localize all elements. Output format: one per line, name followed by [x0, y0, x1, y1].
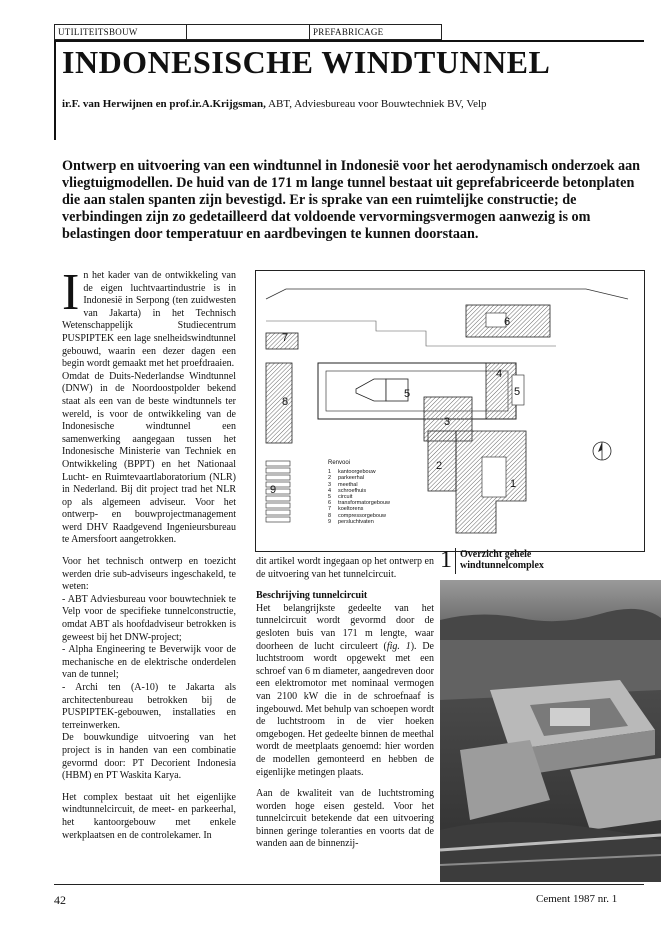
legend-item: 3 meethal	[328, 481, 358, 488]
body-column-2	[256, 556, 434, 851]
legend-item: 1 kantoorgebouw	[328, 469, 376, 476]
map-label: 8	[282, 396, 289, 408]
legend-item: 8 compressorgebouw	[328, 512, 386, 519]
map-label: 4	[496, 368, 503, 380]
article-lead: Ontwerp en uitvoering van een windtunnel in Indonesië voor het aerodynamisch onderzoek aan vliegtuigmodellen. De huid van de 171 m lange tunnel bestaat uit geprefabriceerde betonplaten die aan stalen spanten zijn bevestigd. Er is sprake van een ruimtelijke constructie; de verbindingen zijn zo gedetailleerd dat voldoende vervormingsvermogen aanwezig is om belastingen door temperatuur en aardbevingen te kunnen doorstaan.	[62, 158, 641, 242]
map-label: 1	[510, 478, 517, 490]
legend-title: Renvooi	[328, 460, 351, 466]
legend-item: 4 schroefhuis	[328, 487, 367, 494]
map-label: 7	[282, 332, 289, 344]
aerial-photo	[440, 580, 661, 882]
paragraph: Het belangrijkste gedeelte van het tunnelcircuit wordt gevormd door de gesloten buis van 171 m lengte, waar doorheen de lucht circuleert (fig. 1). De luchtstroom wordt opgewekt met een schroef van 6 m diameter, aangedreven door een elektromotor met nominaal vermogen van 2100 kW die in de schroefnaaf is ingebouwd. Met behulp van schoepen wordt de luchtstroom in de vier hoeken omgebogen. Het gedeelte binnen de meethal wordt de meetplaats genoemd: hier worden de modellen gemonteerd en hebben de eigenlijke metingen plaats.	[256, 602, 434, 778]
section-label-left: UTILITEITSBOUW	[55, 25, 187, 39]
paragraph: Het complex bestaat uit het eigenlijke windtunnelcircuit, de meet- en parkeerhal, het kantoorgebouw met enkele werkplaatsen en de controlekamer. In	[62, 791, 236, 841]
fan-housing	[356, 379, 386, 401]
list-item: - Alpha Engineering te Beverwijk voor de mechanische en de elektrische onderdelen van de tunnel;	[62, 644, 236, 681]
legend-item: 5 circuit	[328, 494, 353, 501]
legend-item: 7 koeltorens	[328, 506, 364, 513]
section-heading: Beschrijving tunnelcircuit	[256, 590, 368, 602]
site-boundary	[266, 289, 628, 299]
paragraph: dit artikel wordt ingegaan op het ontwerp en de uitvoering van het tunnelcircuit.	[256, 556, 434, 580]
map-label: 3	[444, 416, 451, 428]
figure-legend	[328, 460, 390, 525]
paragraph: Omdat de Duits-Nederlandse Windtunnel (DNW) in de Noordoostpolder bekend staat als een van de beste windtunnels ter wereld, is voor de ontwikkeling van de Indonesische windtunnel een samenwerking aangegaan tussen het Indonesische Ministerie van Techniek en Ontwikkeling (BPPT) en het Nationaal Lucht- en Ruimtevaartlaboratorium (NLR) in Nederland. Bij dit project trad het NLR op als algemeen adviseur. Voor het ontwerp- en bouwprojectmanagement werd DHV Raadgevend Ingenieursbureau te Amersfoort aangetrokken.	[62, 370, 236, 546]
article-title: INDONESISCHE WINDTUNNEL	[62, 44, 551, 80]
paragraph: Aan de kwaliteit van de luchtstroming worden hoge eisen gesteld. Voor het tunnelcircuit betekende dat een uitvoering binnen geringe toleranties en voorts dat de wanden aan de binnenzij-	[256, 788, 434, 850]
legend-item: 6 transformatorgebouw	[328, 500, 390, 507]
paragraph: Voor het technisch ontwerp en toezicht werden drie sub-adviseurs ingeschakeld, te weten:	[62, 556, 236, 593]
map-label: 5	[404, 388, 411, 400]
article-authors	[62, 98, 487, 110]
map-label: 9	[270, 484, 277, 496]
title-side-rule	[54, 40, 56, 140]
list-item: - ABT Adviesbureau voor bouwtechniek te Velp voor de specifieke tunnelconstructie, omdat ABT als hoofdadviseur betrokken is geweest bij het DNW-project;	[62, 593, 236, 643]
map-label: 5	[514, 386, 521, 398]
footer-rule	[54, 884, 644, 885]
paragraph: In het kader van de ontwikkeling van de eigen luchtvaartindustrie is in Indonesië in Serpong (ten zuidwesten van Jakarta) in het Technisch Wetenschappelijk Studiecentrum PUSPIPTEK een lage snelheidswindtunnel gebouwd, waarin een dezer dagen een begin wordt gemaakt met het proefdraaien.	[62, 264, 236, 370]
title-rule	[54, 40, 644, 42]
map-label: 6	[504, 316, 511, 328]
authors-names: ir.F. van Herwijnen en prof.ir.A.Krijgsman,	[62, 98, 266, 110]
site-plan-drawing	[256, 271, 644, 551]
section-label-right: PREFABRICAGE	[313, 27, 384, 37]
journal-reference: Cement 1987 nr. 1	[536, 893, 618, 905]
north-arrow-icon	[593, 442, 611, 460]
drop-cap: I	[62, 264, 80, 321]
section-header	[54, 24, 442, 40]
figure-reference[interactable]: fig. 1	[386, 640, 411, 652]
map-label: 2	[436, 460, 443, 472]
figure-number: 1	[440, 547, 452, 573]
list-item: - Archi ten (A-10) te Jakarta als architectenbureau betrokken bij de PUSPIPTEK-gebouwen, installaties en terreinwerken.	[62, 682, 236, 731]
figure-caption: Overzicht gehele windtunnelcomplex	[460, 549, 544, 571]
authors-affiliation: ABT, Adviesbureau voor Bouwtechniek BV, Velp	[265, 98, 487, 110]
paragraph: De bouwkundige uitvoering van het project is in handen van een combinatie gevormd door: PT Decorient Indonesia (HBM) en PT Waskita Karya.	[62, 732, 236, 782]
legend-item: 2 parkeerhal	[328, 475, 364, 482]
caption-divider	[455, 548, 456, 574]
legend-item: 9 persluchtvaten	[328, 518, 374, 525]
section-divider	[187, 25, 310, 39]
page-number: 42	[54, 893, 66, 907]
body-column-1	[62, 264, 236, 842]
site-plan-figure	[255, 270, 645, 552]
aerial-photo-image	[440, 580, 661, 882]
